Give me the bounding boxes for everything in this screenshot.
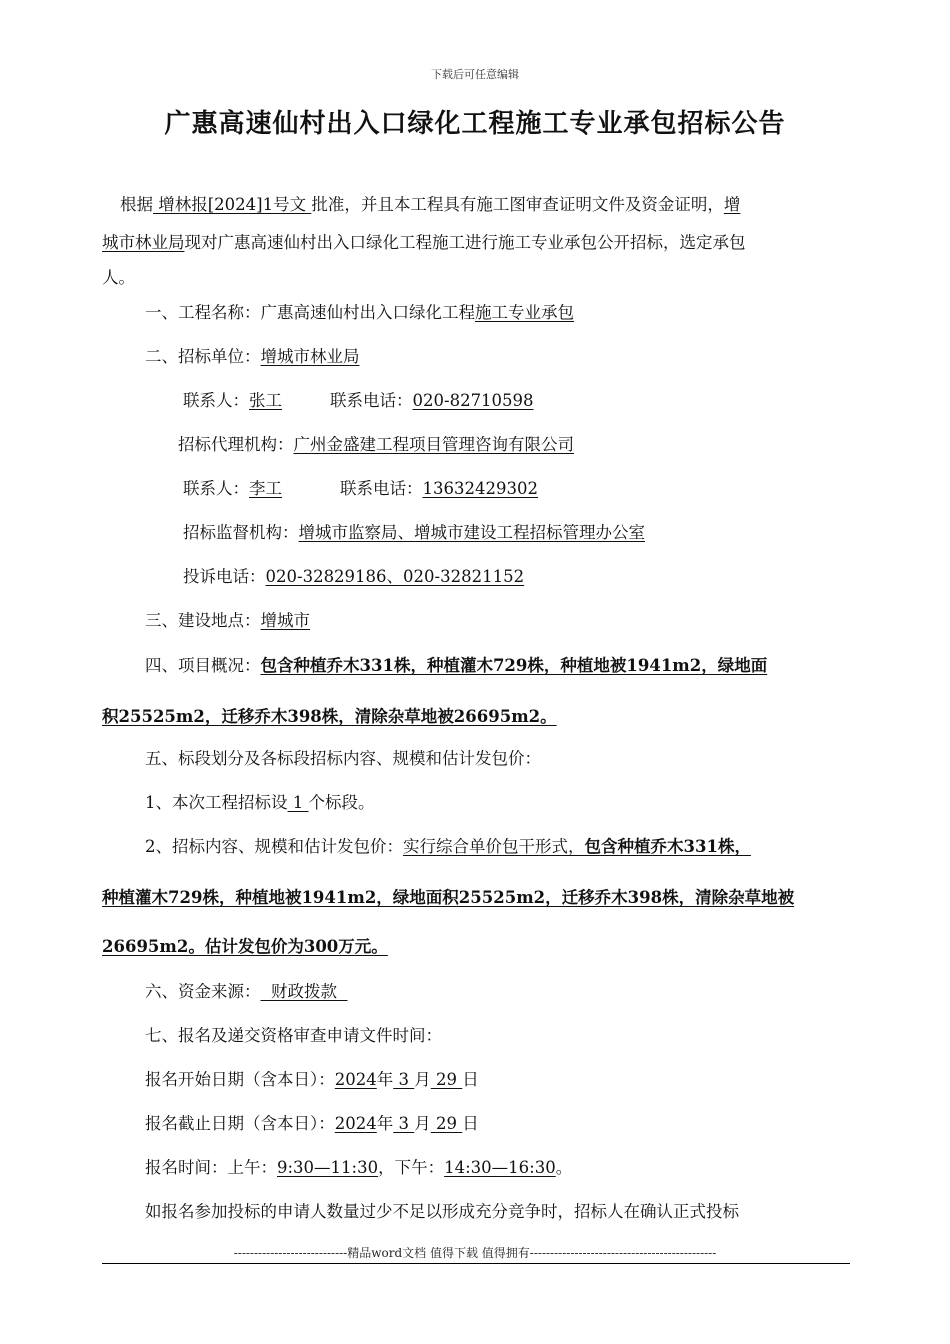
contact1-name: 张工 — [249, 391, 282, 410]
end-date-label: 报名截止日期（含本日）： — [145, 1114, 335, 1133]
complaint — [183, 560, 933, 593]
contact2-name: 李工 — [249, 479, 282, 498]
s5-2-line-3: 26695m2。估计发包价为300万元。 — [102, 937, 388, 956]
contact1-label: 联系人： — [183, 391, 249, 410]
s4-line-1: 包含种植乔木331株，种植灌木729株，种植地被1941m2，绿地面 — [260, 656, 768, 675]
start-date-day: 29 — [430, 1070, 463, 1089]
section-2 — [145, 340, 895, 373]
section-3 — [145, 604, 895, 637]
start-date-month-unit: 月 — [414, 1070, 431, 1089]
contact1-phone-label: 联系电话： — [330, 391, 413, 410]
section-5-2-line-3 — [102, 930, 852, 963]
supervisor-value: 增城市监察局、增城市建设工程招标管理办公室 — [298, 523, 645, 542]
end-date-day-unit: 日 — [462, 1114, 479, 1133]
section-7: 七、报名及递交资格审查申请文件时间： — [145, 1026, 442, 1045]
contact2-phone-label: 联系电话： — [340, 479, 423, 498]
contact-2 — [183, 472, 933, 505]
s1-value-b: 施工专业承包 — [475, 303, 574, 322]
s1-value-a: 广惠高速仙村出入口绿化工程 — [260, 303, 475, 322]
intro-line-2 — [102, 226, 852, 259]
end-date-year-unit: 年 — [376, 1114, 394, 1133]
intro-mid: 批准，并且本工程具有施工图审查证明文件及资金证明， — [311, 195, 724, 214]
section-5: 五、标段划分及各标段招标内容、规模和估计发包价： — [145, 749, 541, 768]
footer-text: ----------------------------精品word文档 值得下载 值得拥有---------------------------------------------- — [233, 1246, 717, 1260]
s4-line-2: 积25525m2，迁移乔木398株，清除杂草地被26695m2。 — [102, 707, 557, 726]
intro-rest: 现对广惠高速仙村出入口绿化工程施工进行施工专业承包公开招标，选定承包 — [184, 233, 746, 252]
agency-part1: 增 — [723, 195, 741, 214]
s5-1-prefix: 1、本次工程招标设 — [145, 793, 288, 812]
intro-line-1 — [102, 188, 852, 221]
registration-time — [145, 1151, 895, 1184]
supervisor-label: 招标监督机构： — [183, 523, 299, 542]
section-6 — [145, 975, 895, 1008]
s5-2-line-2: 种植灌木729株，种植地被1941m2，绿地面积25525m2，迁移乔木398株，清除杂草地被 — [102, 888, 795, 907]
supervisor — [183, 516, 933, 549]
end-date-day: 29 — [430, 1114, 463, 1133]
agent — [178, 428, 928, 461]
contact2-label: 联系人： — [183, 479, 249, 498]
start-date-year: 2024 — [334, 1070, 377, 1089]
start-date-day-unit: 日 — [462, 1070, 479, 1089]
reg-time-end: 。 — [555, 1158, 573, 1177]
s5-2-line-1-bold: 包含种植乔木331株， — [584, 837, 751, 856]
s5-1-suffix: 个标段。 — [308, 793, 375, 812]
last-line: 如报名参加投标的申请人数量过少不足以形成充分竞争时，招标人在确认正式投标 — [145, 1202, 739, 1221]
start-date-month: 3 — [393, 1070, 415, 1089]
end-date — [145, 1107, 895, 1140]
s6-value: 财政拨款 — [260, 982, 348, 1001]
reg-time-am: 9:30—11:30 — [277, 1158, 379, 1177]
page-title: 广惠高速仙村出入口绿化工程施工专业承包招标公告 — [164, 109, 786, 139]
contact1-phone: 020-82710598 — [412, 391, 534, 410]
s2-label: 二、招标单位： — [145, 347, 261, 366]
s3-label: 三、建设地点： — [145, 611, 261, 630]
end-date-year: 2024 — [334, 1114, 377, 1133]
end-date-month-unit: 月 — [414, 1114, 431, 1133]
start-date — [145, 1063, 895, 1096]
end-date-month: 3 — [393, 1114, 415, 1133]
agent-label: 招标代理机构： — [178, 435, 294, 454]
s4-label: 四、项目概况： — [145, 656, 261, 675]
agent-value: 广州金盛建工程项目管理咨询有限公司 — [293, 435, 574, 454]
section-4-line-1 — [145, 649, 895, 682]
intro-prefix: 根据 — [120, 195, 153, 214]
header-note: 下载后可任意编辑 — [431, 68, 519, 81]
approval-doc: 增林报[2024]1号文 — [153, 195, 312, 214]
section-4-line-2 — [102, 700, 852, 733]
s2-value: 增城市林业局 — [260, 347, 360, 366]
section-5-1 — [145, 786, 895, 819]
intro-line-3: 人。 — [102, 268, 135, 287]
footer-divider — [102, 1263, 850, 1264]
contact-1 — [183, 384, 933, 417]
s3-value: 增城市 — [260, 611, 310, 630]
start-date-label: 报名开始日期（含本日）： — [145, 1070, 335, 1089]
reg-time-label: 报名时间：上午： — [145, 1158, 277, 1177]
s5-2-form: 实行综合单价包干形式， — [403, 837, 585, 856]
section-1 — [145, 296, 895, 329]
s1-label: 一、工程名称： — [145, 303, 261, 322]
s6-label: 六、资金来源： — [145, 982, 261, 1001]
reg-time-pm: 14:30—16:30 — [444, 1158, 556, 1177]
complaint-value: 020-32829186、020-32821152 — [265, 567, 525, 586]
agency-part2: 城市林业局 — [102, 233, 185, 252]
contact2-phone: 13632429302 — [422, 479, 538, 498]
start-date-year-unit: 年 — [376, 1070, 394, 1089]
s5-1-count: 1 — [287, 793, 309, 812]
reg-time-sep: ，下午： — [378, 1158, 445, 1177]
complaint-label: 投诉电话： — [183, 567, 266, 586]
section-5-2-line-1 — [145, 830, 895, 863]
s5-2-label: 2、招标内容、规模和估计发包价： — [145, 837, 403, 856]
section-5-2-line-2 — [102, 881, 852, 914]
